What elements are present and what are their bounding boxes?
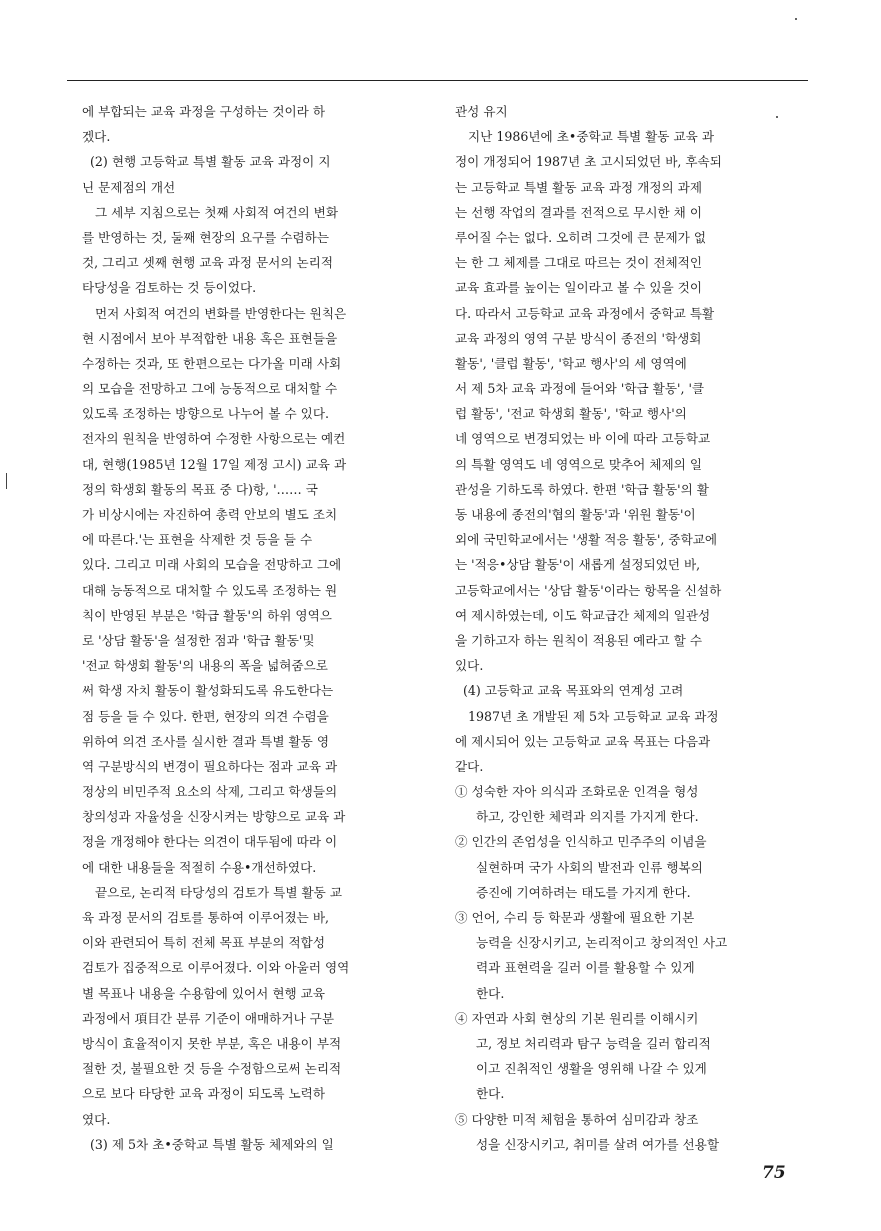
text-line: 는 한 그 체제를 그대로 따르는 것이 전체적인 bbox=[455, 255, 703, 271]
text-line: 를 반영하는 것, 둘째 현장의 요구를 수렴하는 bbox=[82, 229, 330, 245]
speck bbox=[795, 18, 797, 20]
text-line: 과정에서 項目간 분류 기준이 애매하거나 구분 bbox=[82, 1010, 335, 1026]
text-line: 타당성을 검토하는 것 등이었다. bbox=[82, 280, 257, 296]
text-line: 써 학생 자치 활동이 활성화되도록 유도한다는 bbox=[82, 683, 334, 699]
text-line: 먼저 사회적 여건의 변화를 반영한다는 원칙은 bbox=[95, 305, 347, 321]
text-line: 한다. bbox=[476, 1086, 505, 1102]
text-line: 점 등을 들 수 있다. 한편, 현장의 의견 수렴을 bbox=[82, 708, 329, 724]
text-line: 에 부합되는 교육 과정을 구성하는 것이라 하 bbox=[82, 104, 325, 119]
text-line: 가 비상시에는 자진하여 총력 안보의 별도 조치 bbox=[82, 507, 338, 522]
text-line: 정을 개정해야 한다는 의견이 대두됨에 따라 이 bbox=[82, 834, 338, 850]
text-line: 능력을 신장시키고, 논리적이고 창의적인 사고 bbox=[476, 935, 728, 951]
text-line: 교육 과정의 영역 구분 방식이 종전의 '학생회 bbox=[455, 330, 702, 346]
text-line: 는 선행 작업의 결과를 전적으로 무시한 채 이 bbox=[455, 204, 703, 220]
text-line: (2) 현행 고등학교 특별 활동 교육 과정이 지 bbox=[90, 154, 331, 170]
text-line: (3) 제 5차 초•중학교 특별 활동 체제와의 일 bbox=[90, 1136, 334, 1152]
text-line: 한다. bbox=[476, 985, 505, 1001]
text-line: 고, 정보 처리력과 탐구 능력을 길러 합리적 bbox=[476, 1035, 711, 1051]
text-line: 에 제시되어 있는 고등학교 교육 목표는 다음과 bbox=[455, 733, 711, 749]
text-line: 루어질 수는 없다. 오히려 그것에 큰 문제가 없 bbox=[455, 229, 707, 245]
margin-mark bbox=[6, 473, 7, 489]
text-line: 1987년 초 개발된 제 5차 고등학교 교육 과정 bbox=[468, 708, 719, 724]
text-line: 검토가 집중적으로 이루어졌다. 이와 아울러 영역 bbox=[82, 960, 350, 976]
text-line: 실현하며 국가 사회의 발전과 인류 행복의 bbox=[476, 859, 703, 875]
text-line: 의 모습을 전망하고 그에 능동적으로 대처할 수 bbox=[82, 381, 338, 397]
text-line: 의 특활 영역도 네 영역으로 맞추어 체제의 일 bbox=[455, 456, 703, 472]
text-line: ③ 언어, 수리 등 학문과 생활에 필요한 기본 bbox=[455, 910, 695, 925]
page-number: 75 bbox=[762, 1163, 786, 1183]
text-line: 활동', '클럽 활동', '학교 행사'의 세 영역에 bbox=[455, 355, 687, 371]
text-line: ④ 자연과 사회 현상의 기본 원리를 이해시키 bbox=[455, 1010, 699, 1026]
text-line: 지난 1986년에 초•중학교 특별 활동 교육 과 bbox=[468, 129, 714, 145]
text-line: 대, 현행(1985년 12월 17일 제정 고시) 교육 과 bbox=[82, 456, 347, 472]
text-line: 전자의 원칙을 반영하여 수정한 사항으로는 예컨 bbox=[82, 431, 346, 447]
right-column bbox=[455, 99, 803, 1157]
text-line: 것, 그리고 셋째 현행 교육 과정 문서의 논리적 bbox=[82, 255, 334, 271]
text-line: 관성 유지 bbox=[455, 104, 508, 119]
text-line: 다. 따라서 고등학교 교육 과정에서 중학교 특활 bbox=[455, 305, 715, 321]
text-line: 이고 진취적인 생활을 영위해 나갈 수 있게 bbox=[476, 1061, 707, 1077]
text-line: 동 내용에 종전의'협의 활동'과 '위원 활동'이 bbox=[455, 507, 696, 522]
text-line: 교육 효과를 높이는 일이라고 볼 수 있을 것이 bbox=[455, 280, 703, 296]
text-line: 는 '적응•상담 활동'이 새롭게 설정되었던 바, bbox=[455, 557, 701, 573]
text-line: 여 제시하였는데, 이도 학교급간 체제의 일관성 bbox=[455, 607, 711, 623]
text-line: 있도록 조정하는 방향으로 나누어 볼 수 있다. bbox=[82, 406, 330, 422]
text-line: 같다. bbox=[455, 758, 484, 774]
text-line: 위하여 의견 조사를 실시한 결과 특별 활동 영 bbox=[82, 733, 330, 749]
text-line: 정의 학생회 활동의 목표 중 다)항, '…… 국 bbox=[82, 481, 318, 497]
text-line: 정이 개정되어 1987년 초 고시되었던 바, 후속되 bbox=[455, 154, 722, 170]
text-line: 하고, 강인한 체력과 의지를 가지게 한다. bbox=[476, 809, 699, 825]
text-line: 력과 표현력을 길러 이를 활용할 수 있게 bbox=[476, 960, 695, 976]
text-line: ⑤ 다양한 미적 체험을 통하여 심미감과 창조 bbox=[455, 1111, 699, 1127]
text-line: 그 세부 지침으로는 첫째 사회적 여건의 변화 bbox=[95, 204, 338, 220]
text-line: 있다. bbox=[455, 658, 484, 674]
text-line: 별 목표나 내용을 수용함에 있어서 현행 교육 bbox=[82, 985, 325, 1001]
text-line: 으로 보다 타당한 교육 과정이 되도록 노력하 bbox=[82, 1086, 325, 1102]
header-rule bbox=[67, 80, 808, 81]
text-line: (4) 고등학교 교육 목표와의 연계성 고려 bbox=[463, 683, 684, 699]
text-line: 절한 것, 불필요한 것 등을 수정함으로써 논리적 bbox=[82, 1061, 342, 1077]
text-line: 끝으로, 논리적 타당성의 검토가 특별 활동 교 bbox=[95, 884, 343, 900]
text-line: 닌 문제점의 개선 bbox=[82, 179, 176, 195]
text-line: 네 영역으로 변경되었는 바 이에 따라 고등학교 bbox=[455, 431, 711, 447]
text-line: 수정하는 것과, 또 한편으로는 다가올 미래 사회 bbox=[82, 355, 342, 371]
text-line: 정상의 비민주적 요소의 삭제, 그리고 학생들의 bbox=[82, 784, 338, 800]
text-line: 는 고등학교 특별 활동 교육 과정 개정의 과제 bbox=[455, 179, 703, 195]
text-line: 있다. 그리고 미래 사회의 모습을 전망하고 그에 bbox=[82, 557, 342, 573]
text-line: 육 과정 문서의 검토를 통하여 이루어졌는 바, bbox=[82, 910, 330, 925]
left-column bbox=[82, 99, 430, 1157]
text-line: 외에 국민학교에서는 '생활 적응 활동', 중학교에 bbox=[455, 532, 718, 548]
text-line: 현 시점에서 보아 부적합한 내용 혹은 표현들을 bbox=[82, 330, 338, 346]
text-line: 대해 능동적으로 대처할 수 있도록 조정하는 원 bbox=[82, 582, 338, 598]
text-line: 창의성과 자율성을 신장시켜는 방향으로 교육 과 bbox=[82, 809, 346, 825]
text-line: 였다. bbox=[82, 1111, 111, 1127]
text-line: 에 대한 내용들을 적절히 수용•개선하였다. bbox=[82, 859, 317, 875]
text-line: ① 성숙한 자아 의식과 조화로운 인격을 형성 bbox=[455, 784, 699, 800]
text-line: 이와 관련되어 특히 전체 목표 부분의 적합성 bbox=[82, 935, 325, 951]
text-line: 서 제 5차 교육 과정에 들어와 '학급 활동', '클 bbox=[455, 381, 705, 397]
text-line: 관성을 기하도록 하였다. 한편 '학급 활동'의 활 bbox=[455, 481, 709, 497]
text-line: 칙이 반영된 부분은 '학급 활동'의 하위 영역으 bbox=[82, 607, 332, 623]
text-line: 증진에 기여하려는 태도를 가지게 한다. bbox=[476, 884, 691, 900]
text-line: 성을 신장시키고, 취미를 살려 여가를 선용할 bbox=[476, 1136, 719, 1152]
text-line: 역 구분방식의 변경이 필요하다는 점과 교육 과 bbox=[82, 758, 338, 774]
text-line: 럽 활동', '전교 학생회 활동', '학교 행사'의 bbox=[455, 406, 687, 422]
text-line: 을 기하고자 하는 원칙이 적용된 예라고 할 수 bbox=[455, 632, 703, 648]
text-line: '전교 학생회 활동'의 내용의 폭을 넓혀줌으로 bbox=[82, 658, 328, 674]
text-line: ② 인간의 존엄성을 인식하고 민주주의 이념을 bbox=[455, 834, 707, 850]
text-line: 고등학교에서는 '상담 활동'이라는 항목을 신설하 bbox=[455, 582, 722, 598]
text-line: 로 '상담 활동'을 설정한 점과 '학급 활동'및 bbox=[82, 632, 315, 648]
text-line: 방식이 효율적이지 못한 부분, 혹은 내용이 부적 bbox=[82, 1035, 342, 1051]
text-line: 에 따른다.'는 표현을 삭제한 것 등을 들 수 bbox=[82, 532, 313, 548]
text-line: 겠다. bbox=[82, 129, 111, 145]
